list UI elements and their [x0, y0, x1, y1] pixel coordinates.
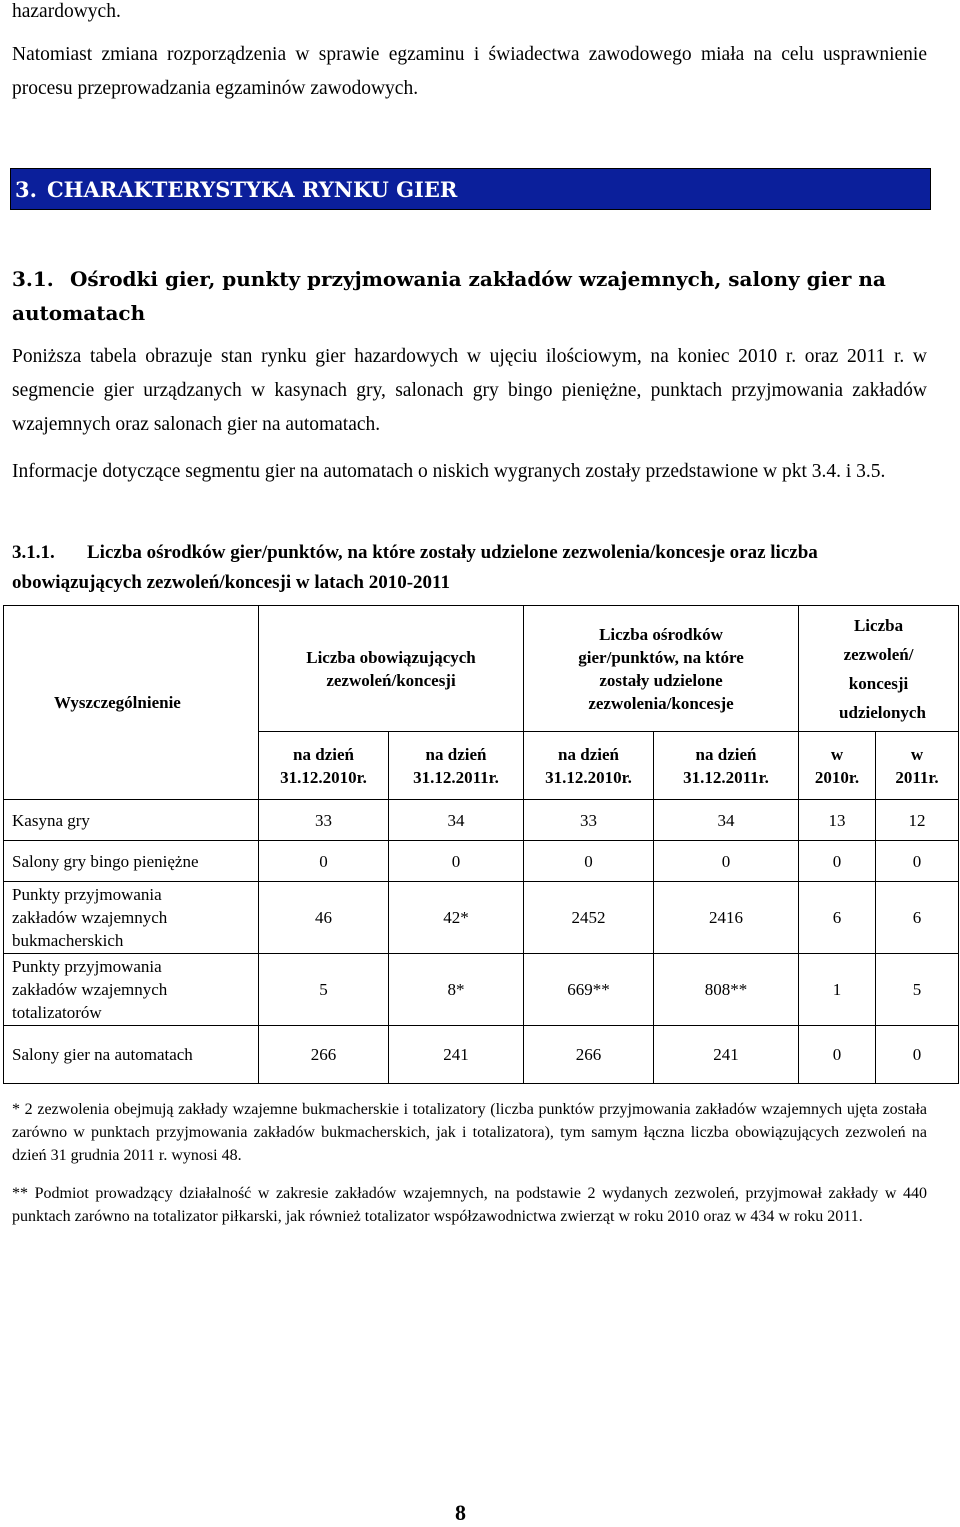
- cell: 266: [259, 1026, 389, 1084]
- cell: 0: [799, 1026, 876, 1084]
- subheader-cell: [389, 732, 524, 800]
- cell: 8*: [389, 954, 524, 1026]
- cell: 6: [799, 882, 876, 954]
- row-label: Punkty przyjmowania zakładów wzajemnych totalizatorów: [4, 954, 259, 1026]
- subheader-line: 31.12.2011r.: [683, 767, 769, 787]
- subheader-line: na dzień: [425, 744, 487, 764]
- footnote-2: ** Podmiot prowadzący działalność w zakresie zakładów wzajemnych, na podstawie 2 wydanych zezwoleń, przyjmował zakłady w 440 punktach zarówno na totalizator piłkarski, jak również totalizator współzawodnictwa zwierząt w roku 2010 oraz w 434 w roku 2011.: [12, 1185, 927, 1225]
- section-number: 3.: [15, 177, 37, 202]
- subsection-heading: [12, 262, 927, 330]
- cell: 1: [799, 954, 876, 1026]
- cell: 6: [876, 882, 959, 954]
- row-label: Salony gry bingo pieniężne: [4, 841, 259, 882]
- subheader-line: w: [910, 744, 924, 764]
- body-paragraph-2: Poniższa tabela obrazuje stan rynku gier hazardowych w ujęciu ilościowym, na koniec 2010 r. oraz 2011 r. w segmencie gier urządzanych w kasynach gry, salonach gry bingo pieniężne, punktach przyjmowania zakładów wzajemnych oraz salonach gier na automatach.: [12, 346, 927, 435]
- table-row: [4, 841, 959, 882]
- cell: 34: [389, 800, 524, 841]
- table-row: [4, 1026, 959, 1084]
- body-paragraph-3: Informacje dotyczące segmentu gier na automatach o niskich wygranych zostały przedstawione w pkt 3.4. i 3.5.: [12, 461, 886, 482]
- table-heading-number: 3.1.1.: [12, 542, 55, 563]
- cell: 0: [524, 841, 654, 882]
- header-group-obowiazujacych: Liczba obowiązujących zezwoleń/koncesji: [259, 606, 524, 732]
- subheader-line: 31.12.2010r.: [280, 767, 367, 787]
- cell: 12: [876, 800, 959, 841]
- header-group-udzielonych: Liczba zezwoleń/ koncesji udzielonych: [799, 606, 959, 732]
- cell: 808**: [654, 954, 799, 1026]
- cell: 241: [389, 1026, 524, 1084]
- table-row: [4, 800, 959, 841]
- cell: 669**: [524, 954, 654, 1026]
- cell: 0: [259, 841, 389, 882]
- cell: 0: [389, 841, 524, 882]
- header-group-osrodkow: Liczba ośrodków gier/punktów, na które zostały udzielone zezwolenia/koncesje: [524, 606, 799, 732]
- subheader-cell: [524, 732, 654, 800]
- intro-paragraph: Natomiast zmiana rozporządzenia w sprawie egzaminu i świadectwa zawodowego miała na celu usprawnienie procesu przeprowadzania egzaminów zawodowych.: [12, 44, 927, 99]
- cell: 33: [524, 800, 654, 841]
- table-row: [4, 882, 959, 954]
- cell: 0: [876, 841, 959, 882]
- cell: 2452: [524, 882, 654, 954]
- data-table: [3, 605, 959, 1084]
- cell: 5: [876, 954, 959, 1026]
- cell: 34: [654, 800, 799, 841]
- row-label: Salony gier na automatach: [4, 1026, 259, 1084]
- subheader-cell: [876, 732, 959, 800]
- row-label: Punkty przyjmowania zakładów wzajemnych bukmacherskich: [4, 882, 259, 954]
- cell: 0: [799, 841, 876, 882]
- cell: 241: [654, 1026, 799, 1084]
- subheader-cell: [654, 732, 799, 800]
- intro-line: hazardowych.: [12, 1, 121, 22]
- subheader-line: w: [830, 744, 844, 764]
- table-heading-title: Liczba ośrodków gier/punktów, na które zostały udzielone zezwolenia/koncesje oraz liczba obowiązujących zezwoleń/koncesji w latach 2010-2011: [12, 542, 818, 593]
- subheader-cell: [799, 732, 876, 800]
- cell: 46: [259, 882, 389, 954]
- row-label: Kasyna gry: [4, 800, 259, 841]
- table-heading: [12, 538, 942, 598]
- subheader-line: 2011r.: [895, 767, 939, 787]
- subheader-line: na dzień: [293, 744, 354, 764]
- footnote-1: * 2 zezwolenia obejmują zakłady wzajemne bukmacherskie i totalizatory (liczba punktów przyjmowania zakładów wzajemnych ujęta została zarówno w punktach przyjmowania zakładów bukmacherskich, jak i totalizatora), tym samym łączna liczba obowiązujących zezwoleń na dzień 31 grudnia 2011 r. wynosi 48.: [12, 1101, 927, 1164]
- cell: 2416: [654, 882, 799, 954]
- subheader-cell: [259, 732, 389, 800]
- cell: 33: [259, 800, 389, 841]
- section-title: CHARAKTERYSTYKA RYNKU GIER: [46, 177, 458, 202]
- cell: 266: [524, 1026, 654, 1084]
- cell: 42*: [389, 882, 524, 954]
- subheader-line: 31.12.2011r.: [413, 767, 499, 787]
- page-number: 8: [455, 1500, 466, 1525]
- section-banner: [10, 168, 931, 210]
- subheader-line: 31.12.2010r.: [545, 767, 632, 787]
- subsection-number: 3.1.: [12, 267, 54, 291]
- cell: 5: [259, 954, 389, 1026]
- table-row: [4, 954, 959, 1026]
- subheader-line: na dzień: [695, 744, 757, 764]
- subheader-line: 2010r.: [814, 767, 860, 787]
- cell: 13: [799, 800, 876, 841]
- subsection-title: Ośrodki gier, punkty przyjmowania zakładów wzajemnych, salony gier na automatach: [12, 267, 886, 325]
- header-wyszczegolnienie: Wyszczególnienie: [4, 606, 259, 800]
- subheader-line: na dzień: [558, 744, 619, 764]
- cell: 0: [876, 1026, 959, 1084]
- cell: 0: [654, 841, 799, 882]
